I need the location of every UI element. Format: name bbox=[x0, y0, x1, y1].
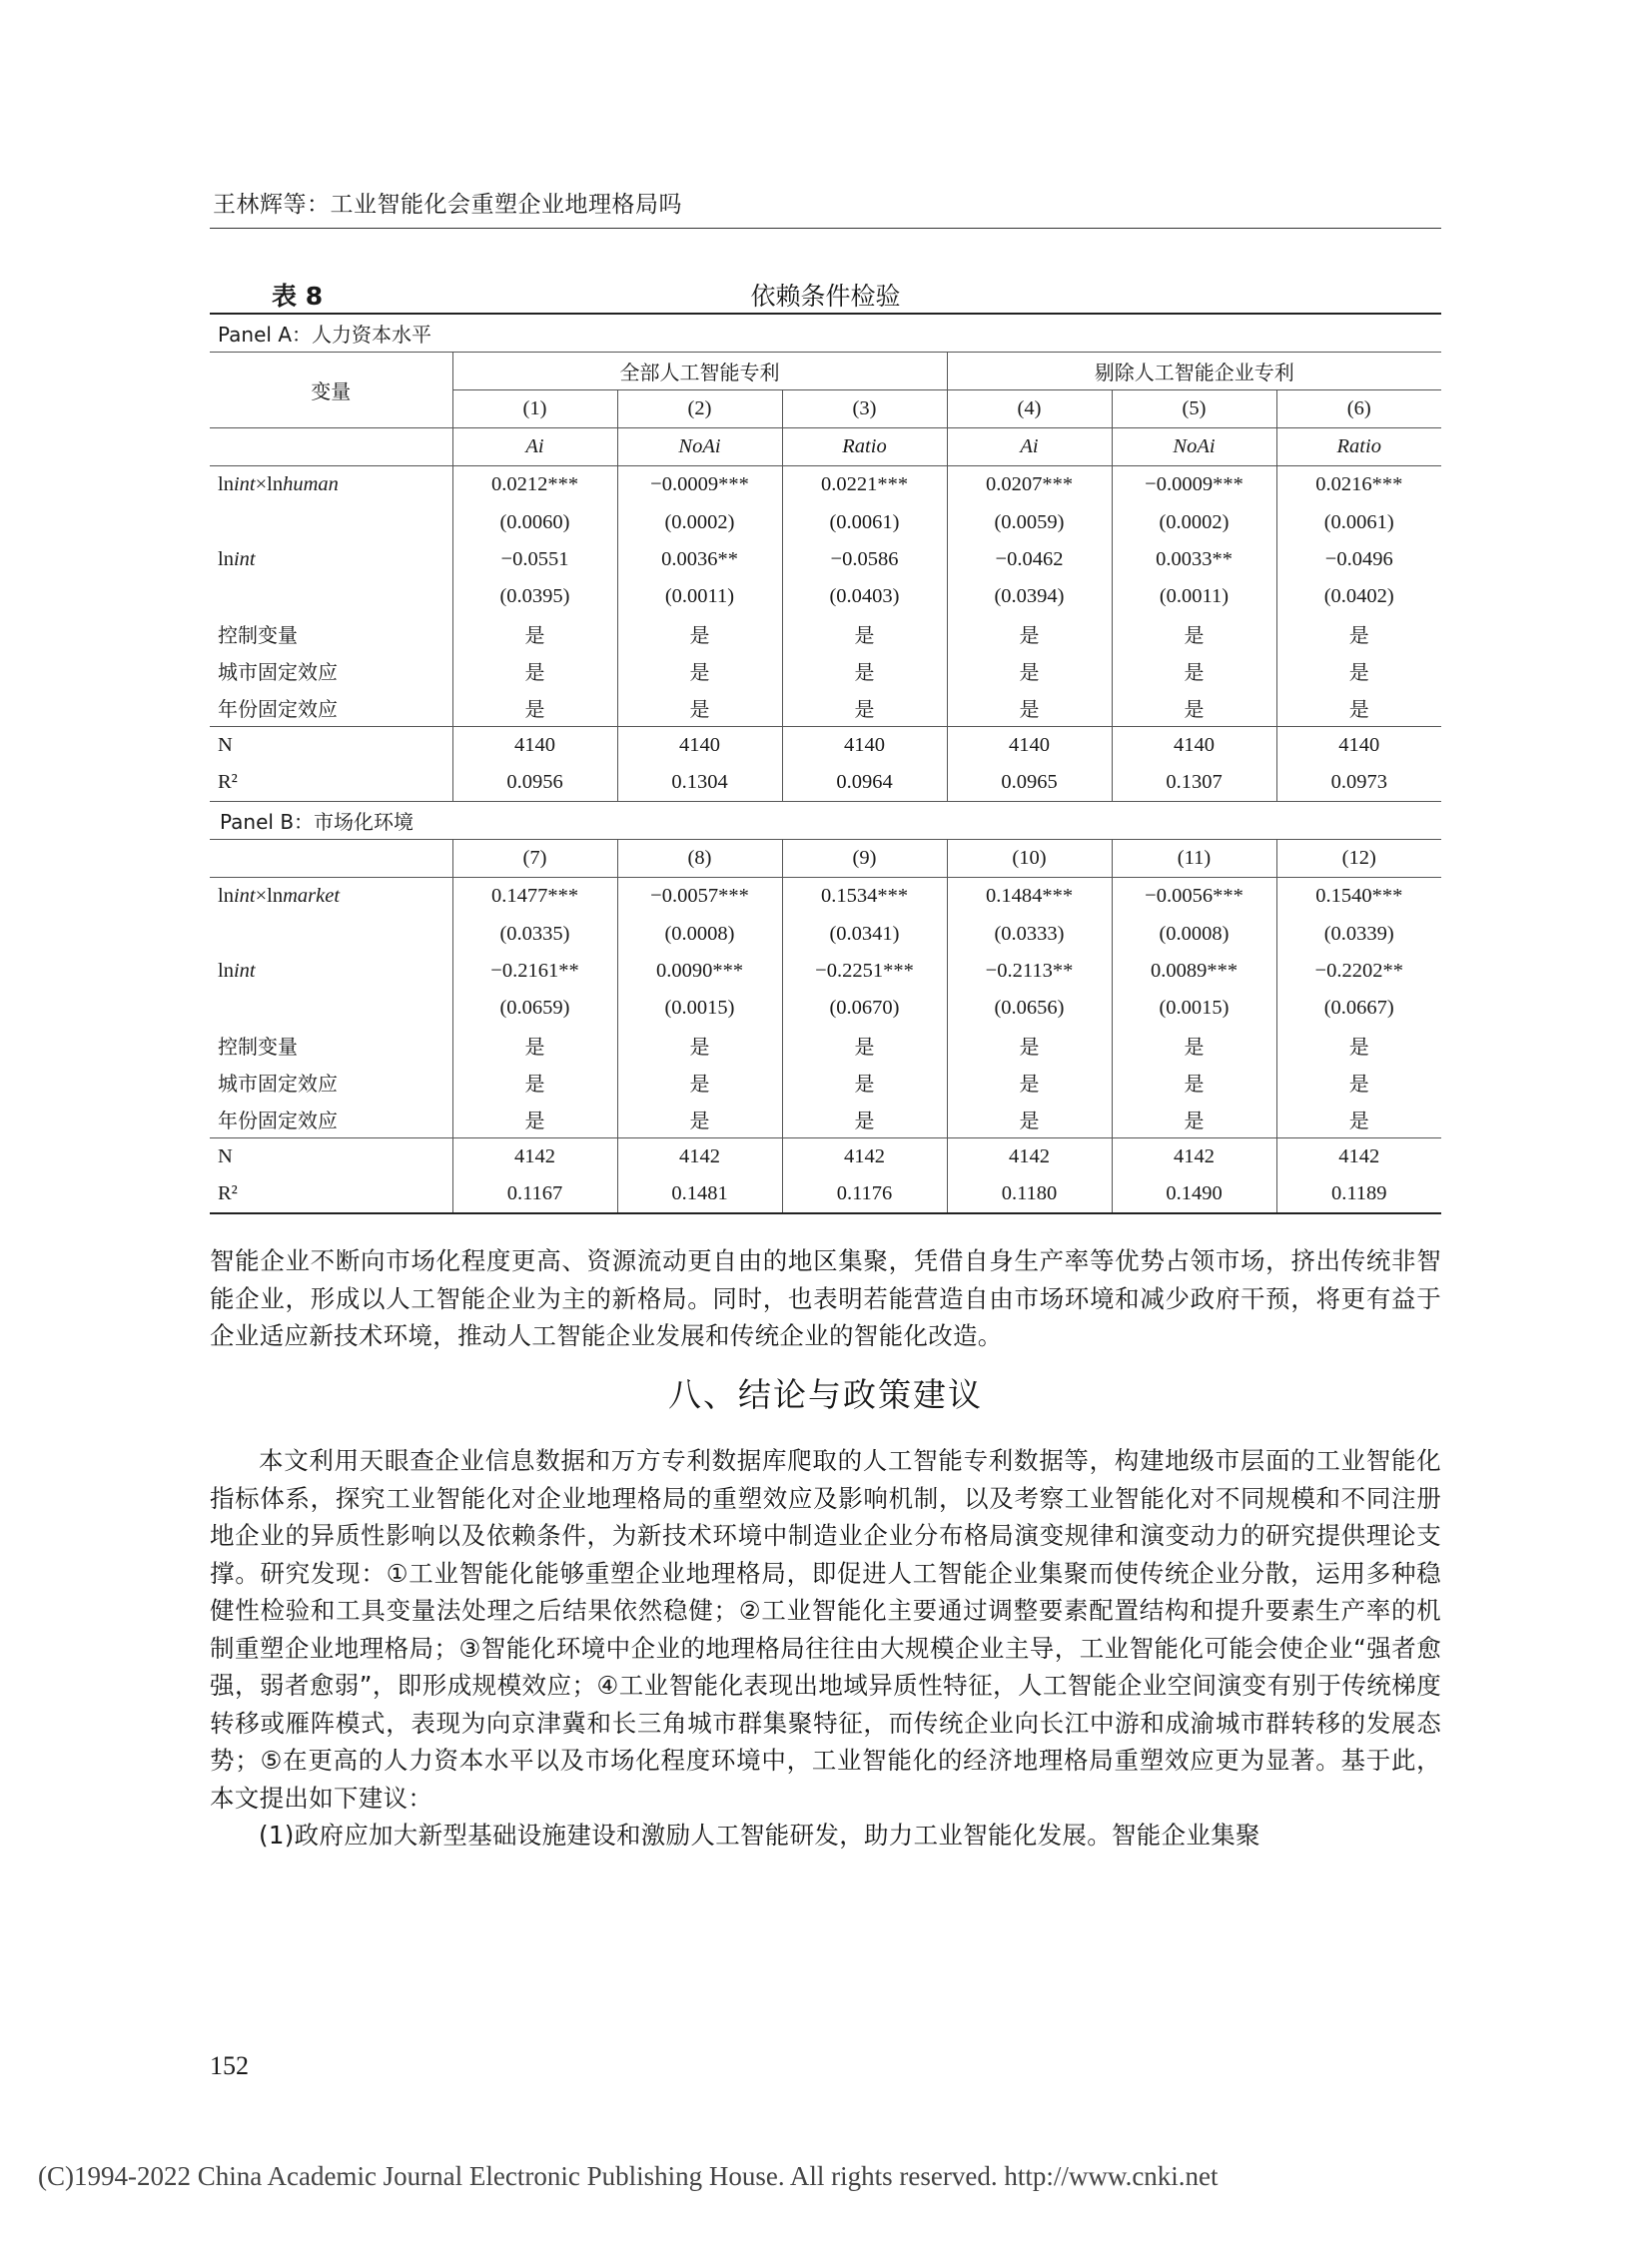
r2-cell: 0.1176 bbox=[782, 1175, 947, 1213]
yes-cell: 是 bbox=[452, 1064, 617, 1101]
n-label: N bbox=[210, 727, 452, 765]
r2-cell: 0.1180 bbox=[947, 1175, 1112, 1213]
se-cell: (0.0341) bbox=[782, 916, 947, 953]
yes-cell: 是 bbox=[947, 1027, 1112, 1064]
se-cell: (0.0394) bbox=[947, 578, 1112, 615]
lnint-se-row bbox=[210, 990, 1441, 1027]
city-fe-label: 城市固定效应 bbox=[210, 652, 452, 689]
table-label: 表 8 bbox=[272, 282, 324, 311]
year-fe-row bbox=[210, 1101, 1441, 1138]
interaction-coef-row bbox=[210, 466, 1441, 504]
column-number: (1) bbox=[452, 390, 617, 428]
year-fe-row bbox=[210, 689, 1441, 727]
coef-cell: −0.0551 bbox=[452, 541, 617, 578]
n-cell: 4140 bbox=[1112, 727, 1276, 765]
yes-cell: 是 bbox=[452, 1027, 617, 1064]
coef-cell: −0.2251*** bbox=[782, 953, 947, 990]
body-paragraph-continuation bbox=[210, 1242, 1441, 1355]
interaction-term-label: lnint×lnhuman bbox=[210, 466, 452, 504]
coef-cell: −0.0462 bbox=[947, 541, 1112, 578]
yes-cell: 是 bbox=[782, 1027, 947, 1064]
blank-cell bbox=[210, 840, 452, 878]
coef-cell: −0.0009*** bbox=[1112, 466, 1276, 504]
controls-row bbox=[210, 1027, 1441, 1064]
r2-cell: 0.0965 bbox=[947, 764, 1112, 802]
se-cell: (0.0656) bbox=[947, 990, 1112, 1027]
yes-cell: 是 bbox=[452, 652, 617, 689]
table-title: 依赖条件检验 bbox=[750, 282, 901, 311]
column-number-row bbox=[210, 840, 1441, 878]
variable-header: 变量 bbox=[210, 353, 452, 428]
se-cell: (0.0011) bbox=[617, 578, 782, 615]
dependent-variable: Ratio bbox=[782, 428, 947, 466]
n-cell: 4142 bbox=[782, 1138, 947, 1176]
yes-cell: 是 bbox=[1348, 659, 1369, 684]
lnint-coef-row bbox=[210, 953, 1441, 990]
dependent-variable: NoAi bbox=[617, 428, 782, 466]
coef-cell: −0.2202** bbox=[1314, 959, 1403, 982]
r2-cell: 0.1481 bbox=[617, 1175, 782, 1213]
yes-cell: 是 bbox=[617, 1101, 782, 1138]
yes-cell: 是 bbox=[452, 689, 617, 727]
r2-row bbox=[210, 764, 1441, 802]
yes-cell: 是 bbox=[617, 652, 782, 689]
city-fe-label: 城市固定效应 bbox=[210, 1064, 452, 1101]
blank-cell bbox=[210, 916, 452, 953]
column-number: (10) bbox=[947, 840, 1112, 878]
lnint-label: lnint bbox=[210, 541, 452, 578]
panel-title-row bbox=[210, 802, 1441, 840]
dependent-variable: Ratio bbox=[1336, 435, 1381, 458]
r2-row bbox=[210, 1175, 1441, 1213]
coef-cell: −0.0056*** bbox=[1112, 878, 1276, 916]
column-number: (7) bbox=[452, 840, 617, 878]
yes-cell: 是 bbox=[617, 615, 782, 652]
lnint-se-row bbox=[210, 578, 1441, 615]
conclusion-body bbox=[210, 1442, 1441, 1855]
yes-cell: 是 bbox=[452, 615, 617, 652]
yes-cell: 是 bbox=[1112, 652, 1276, 689]
n-cell: 4140 bbox=[782, 727, 947, 765]
r2-cell: 0.1490 bbox=[1112, 1175, 1276, 1213]
yes-cell: 是 bbox=[1348, 1034, 1369, 1059]
yes-cell: 是 bbox=[1348, 1109, 1369, 1133]
yes-cell: 是 bbox=[1112, 1101, 1276, 1138]
blank-cell bbox=[210, 428, 452, 466]
n-cell: 4142 bbox=[1276, 1138, 1441, 1176]
se-cell: (0.0059) bbox=[947, 503, 1112, 540]
n-cell: 4142 bbox=[617, 1138, 782, 1176]
header-rule bbox=[210, 228, 1441, 229]
n-label: N bbox=[210, 1138, 452, 1176]
section-heading: 八、结论与政策建议 bbox=[668, 1375, 983, 1414]
recommendation-paragraph: (1)政府应加大新型基础设施建设和激励人工智能研发，助力工业智能化发展。智能企业集聚 bbox=[259, 1821, 1260, 1850]
n-cell: 4140 bbox=[452, 727, 617, 765]
r2-label: R² bbox=[210, 764, 452, 802]
coef-cell: −0.2113** bbox=[947, 953, 1112, 990]
coef-cell: 0.1540*** bbox=[1276, 878, 1441, 916]
se-cell: (0.0335) bbox=[452, 916, 617, 953]
coef-cell: 0.0221*** bbox=[782, 466, 947, 504]
panel-b bbox=[210, 802, 1441, 1214]
page-number: 152 bbox=[210, 2051, 249, 2080]
controls-label: 控制变量 bbox=[210, 615, 452, 652]
lnint-label: lnint bbox=[210, 953, 452, 990]
yes-cell: 是 bbox=[782, 652, 947, 689]
n-row bbox=[210, 1138, 1441, 1176]
interaction-term-label: lnint×lnmarket bbox=[210, 878, 452, 916]
column-number: (4) bbox=[947, 390, 1112, 428]
coef-cell: 0.0212*** bbox=[452, 466, 617, 504]
coef-cell: −0.0057*** bbox=[617, 878, 782, 916]
coef-cell: 0.0216*** bbox=[1276, 466, 1441, 504]
yes-cell: 是 bbox=[782, 1101, 947, 1138]
se-cell: (0.0659) bbox=[452, 990, 617, 1027]
se-cell: (0.0667) bbox=[1323, 996, 1394, 1019]
column-number: (6) bbox=[1276, 390, 1441, 428]
se-cell: (0.0002) bbox=[617, 503, 782, 540]
coef-cell: 0.1477*** bbox=[452, 878, 617, 916]
dependent-variable: NoAi bbox=[1112, 428, 1276, 466]
dependent-variable: Ai bbox=[452, 428, 617, 466]
column-number: (9) bbox=[782, 840, 947, 878]
blank-cell bbox=[210, 578, 452, 615]
yes-cell: 是 bbox=[617, 1027, 782, 1064]
coef-cell: −0.2161** bbox=[452, 953, 617, 990]
yes-cell: 是 bbox=[782, 689, 947, 727]
se-cell: (0.0015) bbox=[617, 990, 782, 1027]
n-cell: 4142 bbox=[452, 1138, 617, 1176]
city-fe-row bbox=[210, 652, 1441, 689]
yes-cell: 是 bbox=[947, 689, 1112, 727]
column-number: (3) bbox=[782, 390, 947, 428]
group-header-row bbox=[210, 353, 1441, 390]
se-cell: (0.0670) bbox=[782, 990, 947, 1027]
yes-cell: 是 bbox=[1348, 1071, 1369, 1096]
yes-cell: 是 bbox=[782, 615, 947, 652]
r2-cell: 0.1189 bbox=[1276, 1175, 1441, 1213]
yes-cell: 是 bbox=[1112, 1027, 1276, 1064]
r2-cell: 0.0973 bbox=[1330, 771, 1387, 794]
r2-cell: 0.0964 bbox=[782, 764, 947, 802]
paragraph-text: 智能企业不断向市场化程度更高、资源流动更自由的地区集聚，凭借自身生产率等优势占领市场，挤出传统非智能企业，形成以人工智能企业为主的新格局。同时，也表明若能营造自由市场环境和减少政府干预，将更有益于企业适应新技术环境，推动人工智能企业发展和传统企业的智能化改造。 bbox=[210, 1246, 1441, 1350]
copyright-notice: (C)1994-2022 China Academic Journal Electronic Publishing House. All rights reserved. http://www.cnki.net bbox=[38, 2161, 1219, 2191]
r2-cell: 0.1167 bbox=[452, 1175, 617, 1213]
panel-b-title: Panel B：市场化环境 bbox=[210, 802, 1441, 840]
yes-cell: 是 bbox=[452, 1101, 617, 1138]
blank-cell bbox=[210, 990, 452, 1027]
group-header-excluding-ai-firm-patents: 剔除人工智能企业专利 bbox=[947, 353, 1441, 390]
se-cell: (0.0002) bbox=[1112, 503, 1276, 540]
yes-cell: 是 bbox=[947, 1101, 1112, 1138]
se-cell: (0.0060) bbox=[452, 503, 617, 540]
interaction-se-row bbox=[210, 503, 1441, 540]
r2-cell: 0.1304 bbox=[617, 764, 782, 802]
column-number: (12) bbox=[1341, 847, 1376, 870]
lnint-coef-row bbox=[210, 541, 1441, 578]
se-cell: (0.0011) bbox=[1112, 578, 1276, 615]
se-cell: (0.0403) bbox=[782, 578, 947, 615]
coef-cell: 0.0033** bbox=[1112, 541, 1276, 578]
coef-cell: 0.0036** bbox=[617, 541, 782, 578]
coef-cell: −0.0496 bbox=[1324, 547, 1393, 570]
yes-cell: 是 bbox=[617, 689, 782, 727]
column-number: (11) bbox=[1112, 840, 1276, 878]
se-cell: (0.0402) bbox=[1323, 584, 1394, 607]
dependent-variable-row bbox=[210, 428, 1441, 466]
coef-cell: 0.1484*** bbox=[947, 878, 1112, 916]
coef-cell: 0.1534*** bbox=[782, 878, 947, 916]
column-number: (8) bbox=[617, 840, 782, 878]
controls-row bbox=[210, 615, 1441, 652]
yes-cell: 是 bbox=[1112, 689, 1276, 727]
results-table bbox=[210, 313, 1441, 1214]
yes-cell: 是 bbox=[1348, 622, 1369, 647]
column-number: (2) bbox=[617, 390, 782, 428]
r2-cell: 0.1307 bbox=[1112, 764, 1276, 802]
yes-cell: 是 bbox=[1112, 1064, 1276, 1101]
se-cell: (0.0061) bbox=[1323, 510, 1394, 533]
yes-cell: 是 bbox=[947, 1064, 1112, 1101]
n-cell: 4140 bbox=[617, 727, 782, 765]
panel-a-title: Panel A：人力资本水平 bbox=[210, 314, 1441, 353]
coef-cell: −0.0586 bbox=[782, 541, 947, 578]
table-caption bbox=[210, 277, 1441, 313]
n-cell: 4140 bbox=[947, 727, 1112, 765]
se-cell: (0.0395) bbox=[452, 578, 617, 615]
n-cell: 4142 bbox=[947, 1138, 1112, 1176]
se-cell: (0.0333) bbox=[947, 916, 1112, 953]
panel-title-row bbox=[210, 314, 1441, 353]
n-row bbox=[210, 727, 1441, 765]
yes-cell: 是 bbox=[617, 1064, 782, 1101]
dependent-variable: Ai bbox=[947, 428, 1112, 466]
panel-a bbox=[210, 314, 1441, 802]
coef-cell: 0.0089*** bbox=[1112, 953, 1276, 990]
yes-cell: 是 bbox=[782, 1064, 947, 1101]
r2-label: R² bbox=[210, 1175, 452, 1213]
coef-cell: 0.0090*** bbox=[617, 953, 782, 990]
r2-cell: 0.0956 bbox=[452, 764, 617, 802]
n-cell: 4142 bbox=[1112, 1138, 1276, 1176]
running-header: 王林辉等：工业智能化会重塑企业地理格局吗 bbox=[213, 192, 682, 218]
se-cell: (0.0008) bbox=[617, 916, 782, 953]
controls-label: 控制变量 bbox=[210, 1027, 452, 1064]
se-cell: (0.0008) bbox=[1112, 916, 1276, 953]
yes-cell: 是 bbox=[1348, 696, 1369, 721]
city-fe-row bbox=[210, 1064, 1441, 1101]
coef-cell: 0.0207*** bbox=[947, 466, 1112, 504]
yes-cell: 是 bbox=[1112, 615, 1276, 652]
se-cell: (0.0339) bbox=[1323, 922, 1394, 945]
yes-cell: 是 bbox=[947, 652, 1112, 689]
coef-cell: −0.0009*** bbox=[617, 466, 782, 504]
n-cell: 4140 bbox=[1276, 727, 1441, 765]
year-fe-label: 年份固定效应 bbox=[210, 689, 452, 727]
se-cell: (0.0061) bbox=[782, 503, 947, 540]
column-number: (5) bbox=[1112, 390, 1276, 428]
blank-cell bbox=[210, 503, 452, 540]
se-cell: (0.0015) bbox=[1112, 990, 1276, 1027]
interaction-coef-row bbox=[210, 878, 1441, 916]
yes-cell: 是 bbox=[947, 615, 1112, 652]
conclusion-paragraph: 本文利用天眼查企业信息数据和万方专利数据库爬取的人工智能专利数据等，构建地级市层面的工业智能化指标体系，探究工业智能化对企业地理格局的重塑效应及影响机制，以及考察工业智能化对不同规模和不同注册地企业的异质性影响以及依赖条件，为新技术环境中制造业企业分布格局演变规律和演变动力的研究提供理论支撑。研究发现：①工业智能化能够重塑企业地理格局，即促进人工智能企业集聚而使传统企业分散，运用多种稳健性检验和工具变量法处理之后结果依然稳健；②工业智能化主要通过调整要素配置结构和提升要素生产率的机制重塑企业地理格局；③智能化环境中企业的地理格局往往由大规模企业主导，工业智能化可能会使企业“强者愈强，弱者愈弱”，即形成规模效应；④工业智能化表现出地域异质性特征，人工智能企业空间演变有别于传统梯度转移或雁阵模式，表现为向京津冀和长三角城市群集聚特征，而传统企业向长江中游和成渝城市群转移的发展态势；⑤在更高的人力资本水平以及市场化程度环境中，工业智能化的经济地理格局重塑效应更为显著。基于此，本文提出如下建议： bbox=[210, 1446, 1441, 1813]
interaction-se-row bbox=[210, 916, 1441, 953]
year-fe-label: 年份固定效应 bbox=[210, 1101, 452, 1138]
group-header-all-ai-patents: 全部人工智能专利 bbox=[452, 353, 947, 390]
